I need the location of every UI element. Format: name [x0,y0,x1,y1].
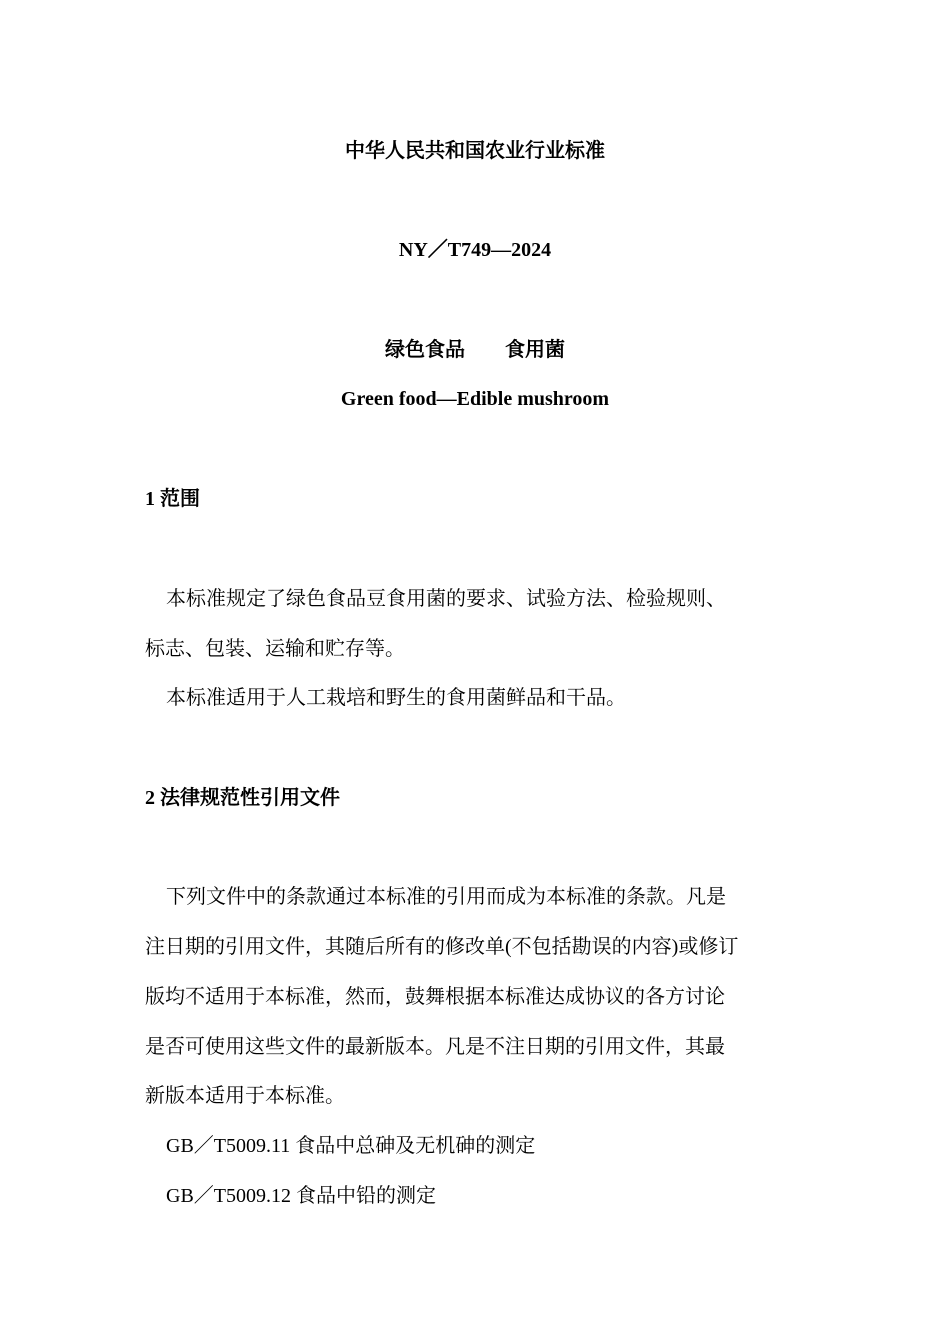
paragraph-line: 本标准适用于人工栽培和野生的食用菌鲜品和干品。 [166,687,626,709]
standard-code: NY／T749—2024 [398,239,552,261]
reference-item: GB／T5009.12 食品中铅的测定 [166,1185,436,1207]
title-english: Green food—Edible mushroom [340,388,610,410]
paragraph-line: 标志、包装、运输和贮存等。 [145,638,405,660]
paragraph-line: 本标准规定了绿色食品豆食用菌的要求、试验方法、检验规则、 [166,588,726,610]
section-heading-normative-references: 2 法律规范性引用文件 [145,787,340,809]
reference-item: GB／T5009.11 食品中总砷及无机砷的测定 [166,1135,536,1157]
standard-issuer: 中华人民共和国农业行业标准 [345,140,605,162]
section-heading-scope: 1 范围 [145,488,200,510]
paragraph-line: 版均不适用于本标准，然而，鼓舞根据本标准达成协议的各方讨论 [145,986,725,1008]
paragraph-line: 注日期的引用文件，其随后所有的修改单(不包括勘误的内容)或修订 [145,936,739,958]
paragraph-line: 是否可使用这些文件的最新版本。凡是不注日期的引用文件，其最 [145,1036,725,1058]
paragraph-line: 下列文件中的条款通过本标准的引用而成为本标准的条款。凡是 [166,886,726,908]
paragraph-line: 新版本适用于本标准。 [145,1085,345,1107]
title-chinese: 绿色食品 食用菌 [385,339,565,361]
